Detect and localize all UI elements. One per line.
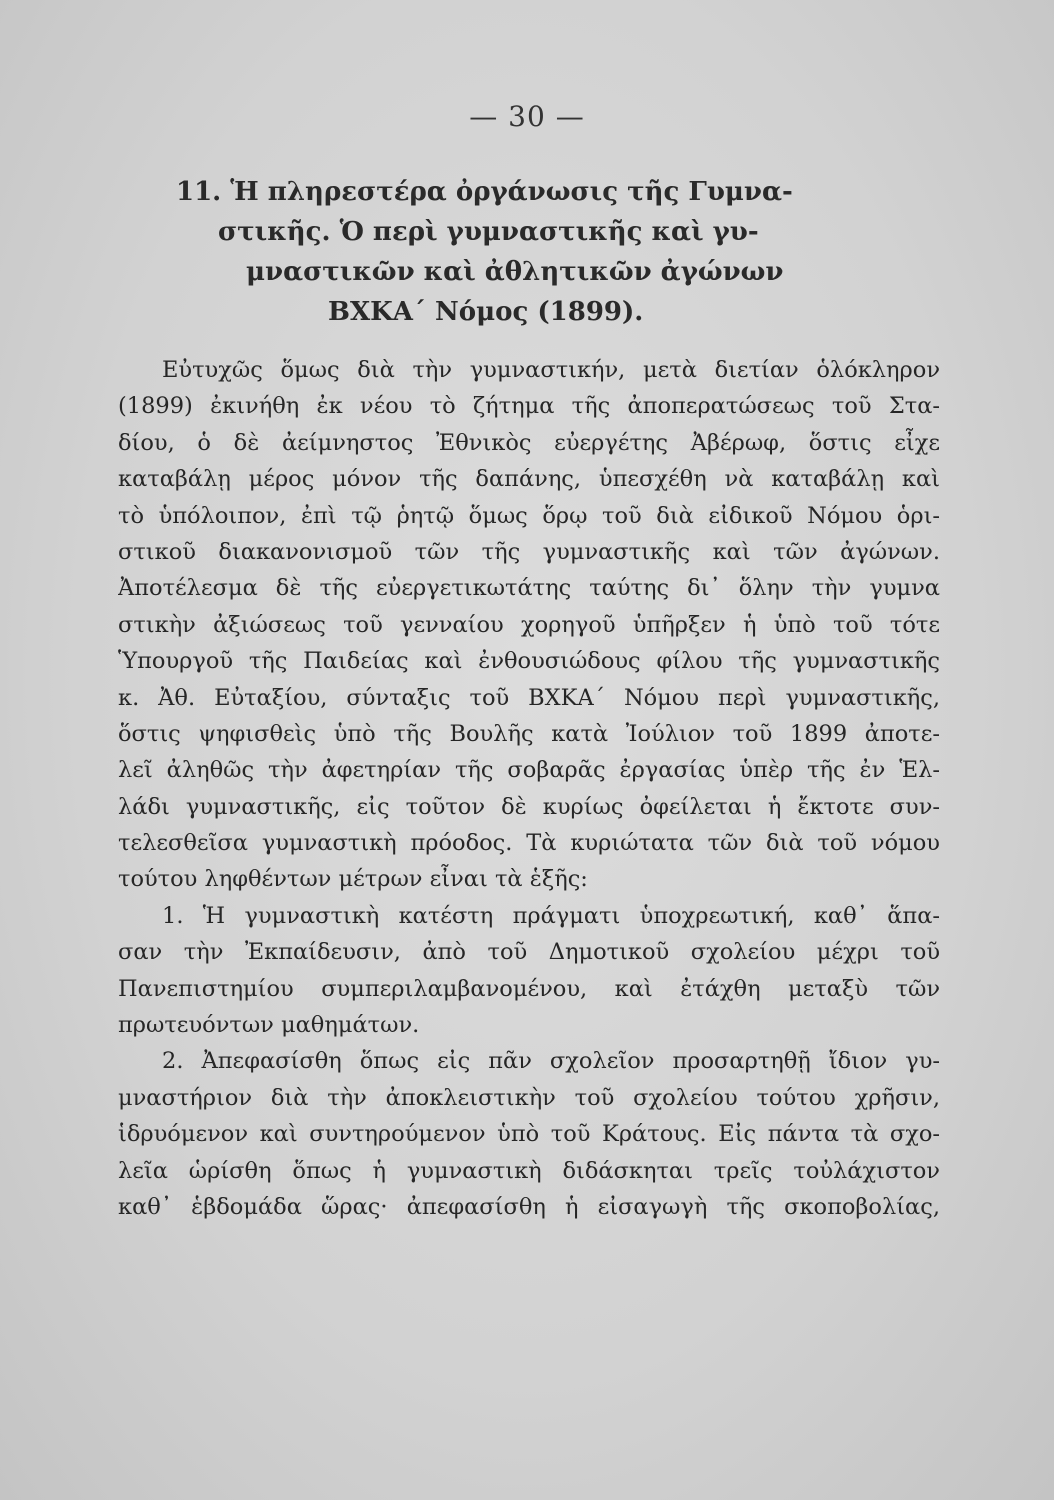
heading-line: 11. Ἡ πληρεστέρα ὀργάνωσις τῆς Γυμνα- <box>176 177 793 207</box>
text-line: 1. Ἡ γυμναστικὴ κατέστη πράγματι ὑποχρεωτική, καθ᾽ ἅπα- <box>162 902 940 929</box>
text-line: τελεσθεῖσα γυμναστικὴ πρόοδος. Τὰ κυριώτατα τῶν διὰ τοῦ νόμου <box>118 830 940 857</box>
text-line: καθ᾽ ἑβδομάδα ὥρας· ἀπεφασίσθη ἡ εἰσαγωγὴ τῆς σκοποβολίας, <box>118 1193 940 1220</box>
text-line: Ἀποτέλεσμα δὲ τῆς εὐεργετικωτάτης ταύτης δι᾽ ὅλην τὴν γυμνα <box>118 575 940 602</box>
text-line: δίου, ὁ δὲ ἀείμνηστος Ἐθνικὸς εὐεργέτης Ἀβέρωφ, ὅστις εἶχε <box>118 429 940 456</box>
page-number: — 30 — <box>469 100 585 133</box>
text-line: τὸ ὑπόλοιπον, ἐπὶ τῷ ῥητῷ ὅμως ὅρῳ τοῦ διὰ εἰδικοῦ Νόμου ὁρι- <box>118 502 940 529</box>
text-line: κ. Ἀθ. Εὐταξίου, σύνταξις τοῦ ΒΧΚΑ΄ Νόμου περὶ γυμναστικῆς, <box>118 684 940 711</box>
text-line: Πανεπιστημίου συμπεριλαμβανομένου, καὶ ἐτάχθη μεταξὺ τῶν <box>118 975 940 1002</box>
paragraph <box>118 352 940 898</box>
text-line: στικὴν ἀξιώσεως τοῦ γενναίου χορηγοῦ ὑπῆρξεν ἡ ὑπὸ τοῦ τότε <box>118 611 940 638</box>
text-line: Εὐτυχῶς ὅμως διὰ τὴν γυμναστικήν, μετὰ διετίαν ὁλόκληρον <box>162 357 940 383</box>
text-line: λεῖ ἀληθῶς τὴν ἀφετηρίαν τῆς σοβαρᾶς ἐργασίας ὑπὲρ τῆς ἐν Ἑλ- <box>118 757 940 784</box>
text-line: πρωτευόντων μαθημάτων. <box>118 1012 420 1039</box>
text-line: καταβάλῃ μέρος μόνον τῆς δαπάνης, ὑπεσχέθη νὰ καταβάλῃ καὶ <box>118 466 940 493</box>
text-line: λεῖα ὡρίσθη ὅπως ἡ γυμναστικὴ διδάσκηται τρεῖς τοὐλάχιστον <box>118 1157 940 1184</box>
heading-line: μναστικῶν καὶ ἀθλητικῶν ἀγώνων <box>246 257 784 287</box>
heading-line: στικῆς. Ὁ περὶ γυμναστικῆς καὶ γυ- <box>218 217 759 247</box>
text-line: (1899) ἐκινήθη ἐκ νέου τὸ ζήτημα τῆς ἀποπερατώσεως τοῦ Στα- <box>118 393 940 420</box>
list-item-1 <box>118 898 940 1044</box>
heading-line: ΒΧΚΑ΄ Νόμος (1899). <box>328 297 644 327</box>
text-line: τούτου ληφθέντων μέτρων εἶναι τὰ ἑξῆς: <box>118 866 588 893</box>
text-line: 2. Ἀπεφασίσθη ὅπως εἰς πᾶν σχολεῖον προσαρτηθῇ ἴδιον γυ- <box>162 1048 940 1075</box>
text-line: ὅστις ψηφισθεὶς ὑπὸ τῆς Βουλῆς κατὰ Ἰούλιον τοῦ 1899 ἀποτε- <box>118 720 940 747</box>
section-heading <box>168 172 948 332</box>
text-line: στικοῦ διακανονισμοῦ τῶν τῆς γυμναστικῆς καὶ τῶν ἀγώνων. <box>118 538 940 565</box>
text-line: Ὑπουργοῦ τῆς Παιδείας καὶ ἐνθουσιώδους φίλου τῆς γυμναστικῆς <box>118 648 940 675</box>
text-line: ἱδρυόμενον καὶ συντηρούμενον ὑπὸ τοῦ Κράτους. Εἰς πάντα τὰ σχο- <box>118 1121 940 1148</box>
text-line: μναστήριον διὰ τὴν ἀποκλειστικὴν τοῦ σχολείου τούτου χρῆσιν, <box>118 1084 940 1111</box>
text-line: λάδι γυμναστικῆς, εἰς τοῦτον δὲ κυρίως ὀφείλεται ἡ ἔκτοτε συν- <box>118 793 940 820</box>
body-text <box>118 352 940 1225</box>
text-line: σαν τὴν Ἐκπαίδευσιν, ἀπὸ τοῦ Δημοτικοῦ σχολείου μέχρι τοῦ <box>118 939 940 966</box>
list-item-2 <box>118 1043 940 1225</box>
